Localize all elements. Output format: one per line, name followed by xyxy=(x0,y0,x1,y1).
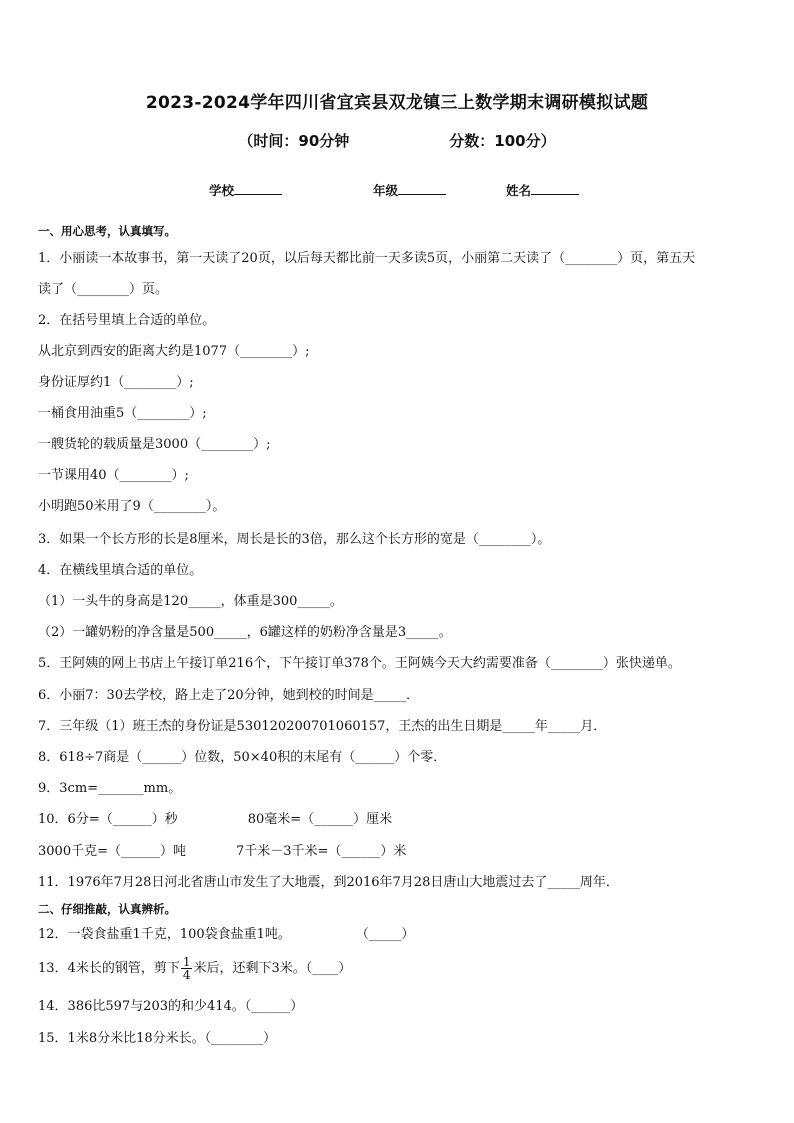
name-blank[interactable] xyxy=(531,182,579,195)
grade-field xyxy=(373,181,446,199)
question-2b: 身份证厚约1（________）; xyxy=(38,375,194,390)
question-13-post: 米后，还剩下3米。（____） xyxy=(193,961,352,976)
question-10b-left: 3000千克=（______）吨 xyxy=(38,844,186,859)
question-10a-left: 10．6分=（______）秒 xyxy=(38,812,178,827)
school-field xyxy=(209,181,282,199)
fraction-numerator: 1 xyxy=(182,955,191,969)
question-4-2: （2）一罐奶粉的净含量是500_____，6罐这样的奶粉净含量是3_____。 xyxy=(38,625,452,640)
question-15: 15．1米8分米比18分米长。（________） xyxy=(38,1031,277,1046)
exam-meta xyxy=(0,130,794,151)
section-1-title: 一、用心思考，认真填写。 xyxy=(38,224,176,238)
question-1-line-1: 1．小丽读一本故事书，第一天读了20页，以后每天都比前一天多读5页，小丽第二天读了（________）页，第五天 xyxy=(38,251,696,266)
fraction-one-quarter xyxy=(181,956,193,981)
grade-label: 年级 xyxy=(373,183,399,198)
question-14: 14．386比597与203的和少414。（______） xyxy=(38,999,304,1014)
question-9: 9．3cm=_______mm。 xyxy=(38,781,182,796)
time-limit: （时间：90分钟 xyxy=(238,132,350,150)
question-2a: 从北京到西安的距离大约是1077（________）; xyxy=(38,344,310,359)
question-2e: 一节课用40（________）; xyxy=(38,468,189,483)
section-2-title: 二、仔细推敲，认真辨析。 xyxy=(38,902,176,916)
question-13 xyxy=(38,953,758,985)
question-1-line-2: 读了（________）页。 xyxy=(38,282,169,297)
question-2f: 小明跑50米用了9（________）。 xyxy=(38,499,226,514)
question-12-text: 12．一袋食盐重1千克，100袋食盐重1吨。 xyxy=(38,927,291,942)
question-13-pre: 13．4米长的钢管，剪下 xyxy=(38,961,180,976)
question-2c: 一桶食用油重5（________）; xyxy=(38,406,207,421)
question-12-answer: （_____） xyxy=(355,927,415,942)
question-2d: 一艘货轮的载质量是3000（________）; xyxy=(38,437,271,452)
fraction-denominator: 4 xyxy=(182,968,191,982)
name-field xyxy=(506,181,579,199)
grade-blank[interactable] xyxy=(398,182,446,195)
question-8: 8．618÷7商是（______）位数，50×40积的末尾有（______）个零． xyxy=(38,750,447,765)
question-3: 3．如果一个长方形的长是8厘米，周长是长的3倍，那么这个长方形的宽是（________）。 xyxy=(38,532,551,547)
question-10a-right: 80毫米=（______）厘米 xyxy=(247,812,393,827)
question-4: 4．在横线里填合适的单位。 xyxy=(38,563,203,578)
question-10b-right: 7千米－3千米=（______）米 xyxy=(235,844,407,859)
question-11: 11．1976年7月28日河北省唐山市发生了大地震，到2016年7月28日唐山大地震过去了_____周年． xyxy=(38,875,619,890)
question-10-row-1 xyxy=(38,811,758,829)
question-12 xyxy=(38,926,758,944)
question-6: 6．小丽7：30去学校，路上走了20分钟，她到校的时间是_____． xyxy=(38,688,420,703)
school-blank[interactable] xyxy=(234,182,282,195)
page-title: 2023-2024学年四川省宜宾县双龙镇三上数学期末调研模拟试题 xyxy=(145,93,649,113)
name-label: 姓名 xyxy=(506,183,532,198)
school-label: 学校 xyxy=(209,183,235,198)
total-score: 分数：100分） xyxy=(449,132,556,150)
question-5: 5．王阿姨的网上书店上午接订单216个，下午接订单378个。王阿姨今天大约需要准备（________）张快递单。 xyxy=(38,656,681,671)
question-4-1: （1）一头牛的身高是120_____，体重是300_____。 xyxy=(38,594,343,609)
question-7: 7．三年级（1）班王杰的身份证是530120200701060157，王杰的出生日期是_____年_____月． xyxy=(38,719,607,734)
question-10-row-2 xyxy=(38,843,758,861)
question-2: 2．在括号里填上合适的单位。 xyxy=(38,313,216,328)
